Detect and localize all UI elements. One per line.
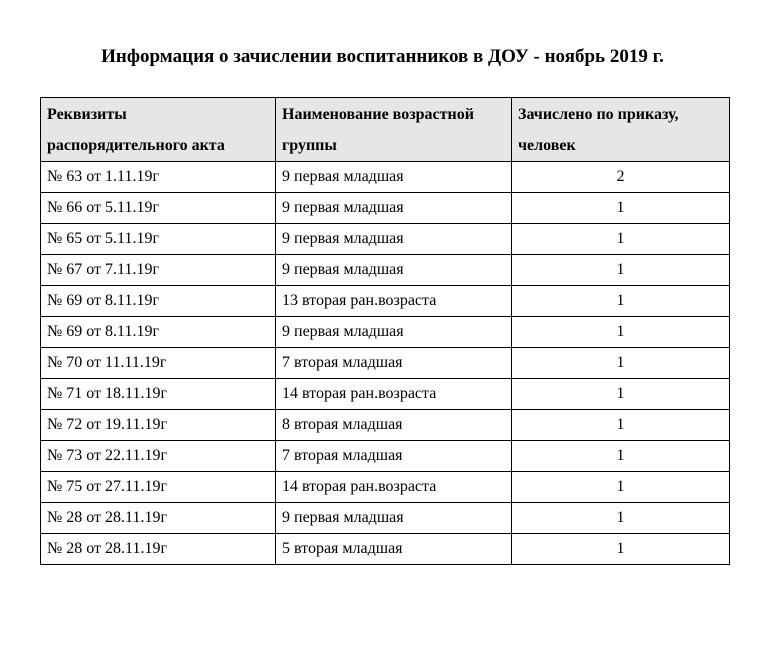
- table-row: [41, 162, 730, 193]
- header-group-name-line1: Наименование возрастной: [282, 105, 474, 123]
- cell-group: 14 вторая ран.возраста: [276, 472, 512, 503]
- cell-count: 1: [512, 317, 730, 348]
- table-row: [41, 472, 730, 503]
- cell-act: № 63 от 1.11.19г: [41, 162, 276, 193]
- table-row: [41, 441, 730, 472]
- cell-group: 9 первая младшая: [276, 503, 512, 534]
- cell-group: 8 вторая младшая: [276, 410, 512, 441]
- cell-count: 2: [512, 162, 730, 193]
- cell-count: 1: [512, 534, 730, 565]
- header-act-details-line2: распорядительного акта: [47, 136, 225, 154]
- table-row: [41, 379, 730, 410]
- cell-act: № 75 от 27.11.19г: [41, 472, 276, 503]
- cell-group: 7 вторая младшая: [276, 441, 512, 472]
- cell-group: 9 первая младшая: [276, 193, 512, 224]
- header-act-details: [41, 98, 276, 162]
- cell-act: № 71 от 18.11.19г: [41, 379, 276, 410]
- cell-group: 9 первая младшая: [276, 255, 512, 286]
- cell-act: № 70 от 11.11.19г: [41, 348, 276, 379]
- table-row: [41, 317, 730, 348]
- cell-count: 1: [512, 441, 730, 472]
- cell-count: 1: [512, 348, 730, 379]
- cell-act: № 69 от 8.11.19г: [41, 286, 276, 317]
- table-row: [41, 255, 730, 286]
- table-row: [41, 534, 730, 565]
- header-group-name-line2: группы: [282, 136, 337, 154]
- cell-group: 7 вторая младшая: [276, 348, 512, 379]
- header-enrolled-count-line2: человек: [518, 136, 576, 154]
- table-row: [41, 286, 730, 317]
- cell-act: № 67 от 7.11.19г: [41, 255, 276, 286]
- table-row: [41, 503, 730, 534]
- table-row: [41, 193, 730, 224]
- cell-group: 5 вторая младшая: [276, 534, 512, 565]
- cell-act: № 72 от 19.11.19г: [41, 410, 276, 441]
- cell-count: 1: [512, 255, 730, 286]
- cell-count: 1: [512, 503, 730, 534]
- cell-act: № 28 от 28.11.19г: [41, 534, 276, 565]
- cell-count: 1: [512, 286, 730, 317]
- cell-count: 1: [512, 193, 730, 224]
- cell-group: 13 вторая ран.возраста: [276, 286, 512, 317]
- cell-group: 9 первая младшая: [276, 162, 512, 193]
- header-enrolled-count-line1: Зачислено по приказу,: [518, 105, 679, 123]
- cell-count: 1: [512, 379, 730, 410]
- cell-group: 9 первая младшая: [276, 317, 512, 348]
- cell-group: 9 первая младшая: [276, 224, 512, 255]
- table-header-row: [41, 98, 730, 162]
- header-act-details-line1: Реквизиты: [47, 105, 127, 123]
- table-row: [41, 348, 730, 379]
- cell-act: № 66 от 5.11.19г: [41, 193, 276, 224]
- header-group-name: [276, 98, 512, 162]
- cell-act: № 28 от 28.11.19г: [41, 503, 276, 534]
- table-row: [41, 410, 730, 441]
- cell-count: 1: [512, 410, 730, 441]
- cell-group: 14 вторая ран.возраста: [276, 379, 512, 410]
- cell-count: 1: [512, 224, 730, 255]
- cell-act: № 69 от 8.11.19г: [41, 317, 276, 348]
- header-enrolled-count: [512, 98, 730, 162]
- cell-count: 1: [512, 472, 730, 503]
- cell-act: № 73 от 22.11.19г: [41, 441, 276, 472]
- enrollment-table: [40, 97, 730, 565]
- cell-act: № 65 от 5.11.19г: [41, 224, 276, 255]
- document-title: Информация о зачислении воспитанников в ДОУ - ноябрь 2019 г.: [101, 46, 664, 67]
- table-row: [41, 224, 730, 255]
